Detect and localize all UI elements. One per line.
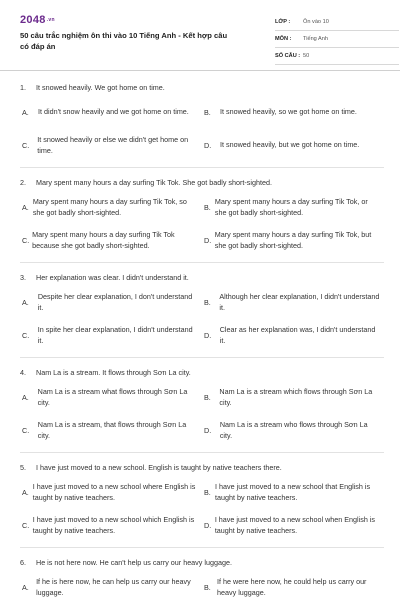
option-letter: B. [204,203,211,212]
option-text: Nam La is a stream who flows through Sơn La city. [219,420,368,440]
site-logo[interactable] [20,14,55,26]
option-text: In spite her clear explanation, I didn't understand it. [37,325,193,345]
answer-option[interactable] [202,224,384,257]
question-stem [20,458,384,476]
answer-option[interactable] [202,319,384,352]
question-item [20,78,384,168]
option-letter: C. [22,521,30,530]
option-text: Mary spent many hours a day surfing Tik Tok, or she got badly short-sighted. [214,197,368,217]
option-text: I have just moved to a new school when English is taught by native teachers. [214,515,376,535]
option-letter: C. [22,236,30,245]
option-letter: C. [22,331,30,340]
option-text: It snowed heavily, but we got home on time. [220,140,360,150]
document-header [20,0,384,70]
answer-options [20,571,384,604]
question-stem [20,173,384,191]
question-list [20,78,384,604]
answer-options [20,191,384,257]
question-text: Her explanation was clear. I didn't understand it. [36,272,189,282]
question-number: 4. [20,367,26,377]
answer-options [20,286,384,352]
option-letter: C. [22,426,30,435]
option-text: If he were here now, he could help us carry our heavy luggage. [217,577,367,597]
option-letter: B. [204,583,211,592]
option-letter: A. [22,488,29,497]
option-text: It didn't snow heavily and we got home on time. [38,107,189,117]
answer-option[interactable] [202,476,384,509]
question-number: 1. [20,82,26,92]
document-meta [275,14,399,65]
question-separator [20,357,384,358]
answer-option[interactable] [202,129,384,162]
question-stem [20,363,384,381]
option-text: I have just moved to a new school which English is taught by native teachers. [32,515,195,535]
question-stem [20,78,384,96]
question-item [20,553,384,604]
option-letter: A. [22,393,29,402]
meta-row [275,31,399,48]
answer-option[interactable] [20,571,202,604]
header-divider [0,70,400,71]
option-letter: D. [204,141,212,150]
meta-value: Tiếng Anh [303,36,328,42]
question-text: Mary spent many hours a day surfing Tik Tok. She got badly short-sighted. [36,177,272,187]
question-stem [20,553,384,571]
question-separator [20,547,384,548]
question-number: 2. [20,177,26,187]
question-number: 5. [20,462,26,472]
meta-key: SỐ CÂU : [275,53,301,59]
option-text: Despite her clear explanation, I don't understand it. [37,292,193,312]
answer-options [20,96,384,162]
option-text: Mary spent many hours a day surfing Tik Tok because she got badly short-sighted. [32,230,175,250]
answer-option[interactable] [20,319,202,352]
answer-option[interactable] [202,286,384,319]
option-text: I have just moved to a new school that English is taught by native teachers. [215,482,371,502]
option-letter: D. [204,426,212,435]
meta-row [275,48,399,65]
question-text: He is not here now. He can't help us carry our heavy luggage. [36,557,232,567]
meta-row [275,14,399,31]
option-letter: A. [22,298,29,307]
answer-option[interactable] [20,191,202,224]
document-title: 50 câu trắc nghiệm ôn thi vào 10 Tiếng Anh - Kết hợp câu có đáp án [20,31,228,51]
question-text: I have just moved to a new school. English is taught by native teachers there. [36,462,282,472]
question-separator [20,167,384,168]
option-text: Mary spent many hours a day surfing Tik Tok, so she got badly short-sighted. [32,197,187,217]
meta-value: Ôn vào 10 [303,19,329,25]
answer-option[interactable] [202,96,384,129]
option-letter: A. [22,583,29,592]
answer-option[interactable] [202,191,384,224]
answer-option[interactable] [20,476,202,509]
option-letter: D. [204,236,212,245]
question-item [20,268,384,358]
answer-option[interactable] [20,129,202,162]
option-text: Nam La is a stream what flows through Sơn La city. [37,387,188,407]
answer-option[interactable] [20,381,202,414]
option-letter: A. [22,108,29,117]
question-item [20,363,384,453]
answer-option[interactable] [202,509,384,542]
logo-tld: .vn [46,17,55,24]
answer-option[interactable] [20,509,202,542]
question-item [20,173,384,263]
answer-option[interactable] [202,381,384,414]
option-letter: B. [204,488,211,497]
option-letter: C. [22,141,30,150]
answer-options [20,476,384,542]
answer-option[interactable] [20,414,202,447]
option-letter: B. [204,108,211,117]
meta-key: MÔN : [275,36,292,42]
answer-option[interactable] [202,414,384,447]
question-text: It snowed heavily. We got home on time. [36,82,165,92]
option-text: It snowed heavily or else we didn't get home on time. [37,135,189,155]
answer-option[interactable] [20,286,202,319]
answer-option[interactable] [20,224,202,257]
question-item [20,458,384,548]
question-text: Nam La is a stream. It flows through Sơn La city. [36,367,191,377]
answer-option[interactable] [20,96,202,129]
meta-key: LỚP : [275,19,291,25]
option-text: Nam La is a stream which flows through Sơn La city. [219,387,373,407]
question-number: 6. [20,557,26,567]
question-separator [20,262,384,263]
option-text: If he is here now, he can help us carry our heavy luggage. [36,577,191,597]
option-letter: A. [22,203,29,212]
option-letter: B. [204,393,211,402]
option-letter: D. [204,521,212,530]
answer-options [20,381,384,447]
option-text: Clear as her explanation was, I didn't understand it. [219,325,376,345]
question-separator [20,452,384,453]
meta-value: 50 [303,53,310,59]
question-number: 3. [20,272,26,282]
logo-brand: 2048 [20,14,46,26]
question-stem [20,268,384,286]
option-text: Nam La is a stream, that flows through Sơn La city. [37,420,187,440]
answer-option[interactable] [202,571,384,604]
option-letter: D. [204,331,212,340]
option-text: Mary spent many hours a day surfing Tik Tok, but she got badly short-sighted. [214,230,372,250]
option-text: Although her clear explanation, I didn't understand it. [219,292,380,312]
option-letter: B. [204,298,211,307]
option-text: It snowed heavily, so we got home on time. [220,107,357,117]
option-text: I have just moved to a new school where English is taught by native teachers. [32,482,196,502]
